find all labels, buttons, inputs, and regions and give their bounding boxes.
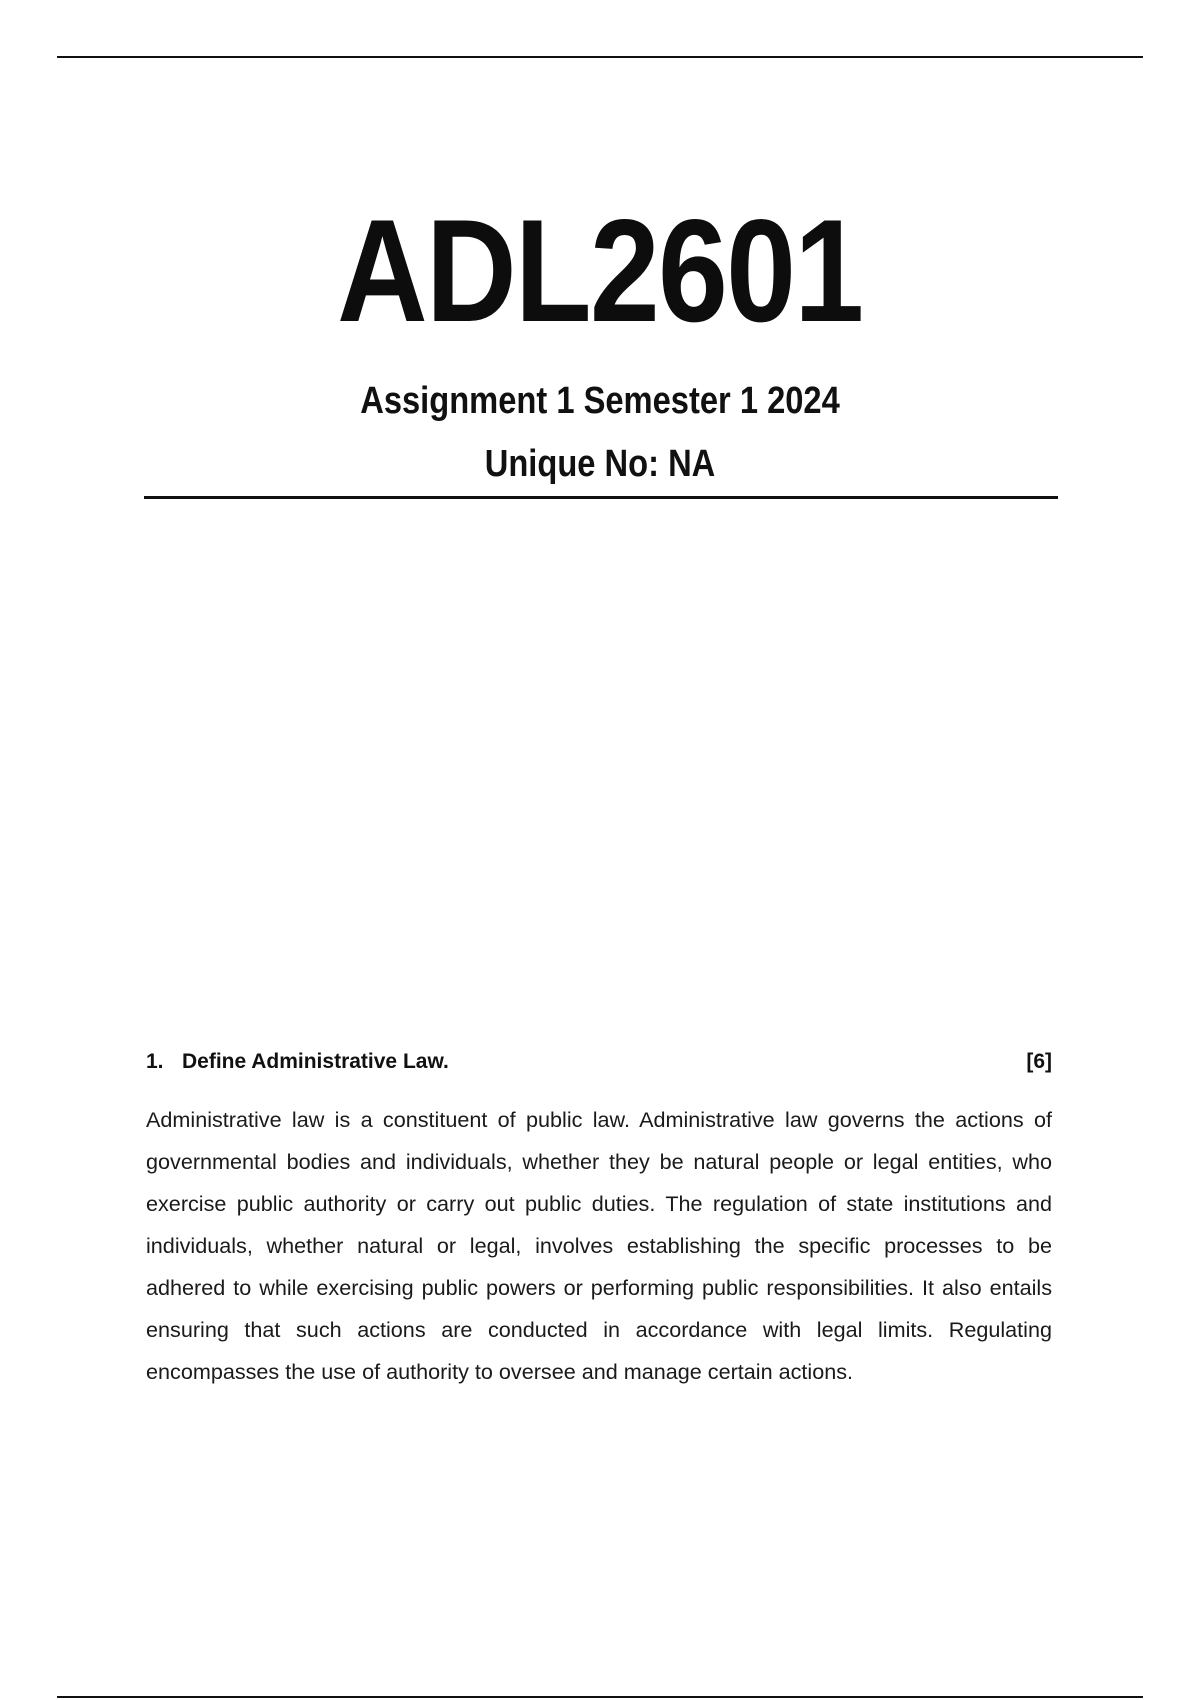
question-marks: [6] <box>1026 1050 1052 1073</box>
question-text: Define Administrative Law. <box>182 1050 449 1073</box>
answer-paragraph: Administrative law is a constituent of public law. Administrative law governs the actions of governmental bodies and individuals, whether they be natural people or legal entities, who exercise public authority or carry out public duties. The regulation of state institutions and individuals, whether natural or legal, involves establishing the specific processes to be adhered to while exercising public powers or performing public responsibilities. It also entails ensuring that such actions are conducted in accordance with legal limits. Regulating encompasses the use of authority to oversee and manage certain actions. <box>146 1107 1052 1384</box>
unique-number-subtitle: Unique No: NA <box>484 443 716 485</box>
bottom-divider <box>57 1696 1143 1698</box>
top-divider <box>57 56 1143 58</box>
question-heading <box>146 1047 1052 1077</box>
title-underline <box>144 496 1058 499</box>
assignment-subtitle: Assignment 1 Semester 1 2024 <box>360 380 840 422</box>
question-number: 1. <box>146 1050 164 1073</box>
course-code-title: ADL2601 <box>337 189 863 352</box>
